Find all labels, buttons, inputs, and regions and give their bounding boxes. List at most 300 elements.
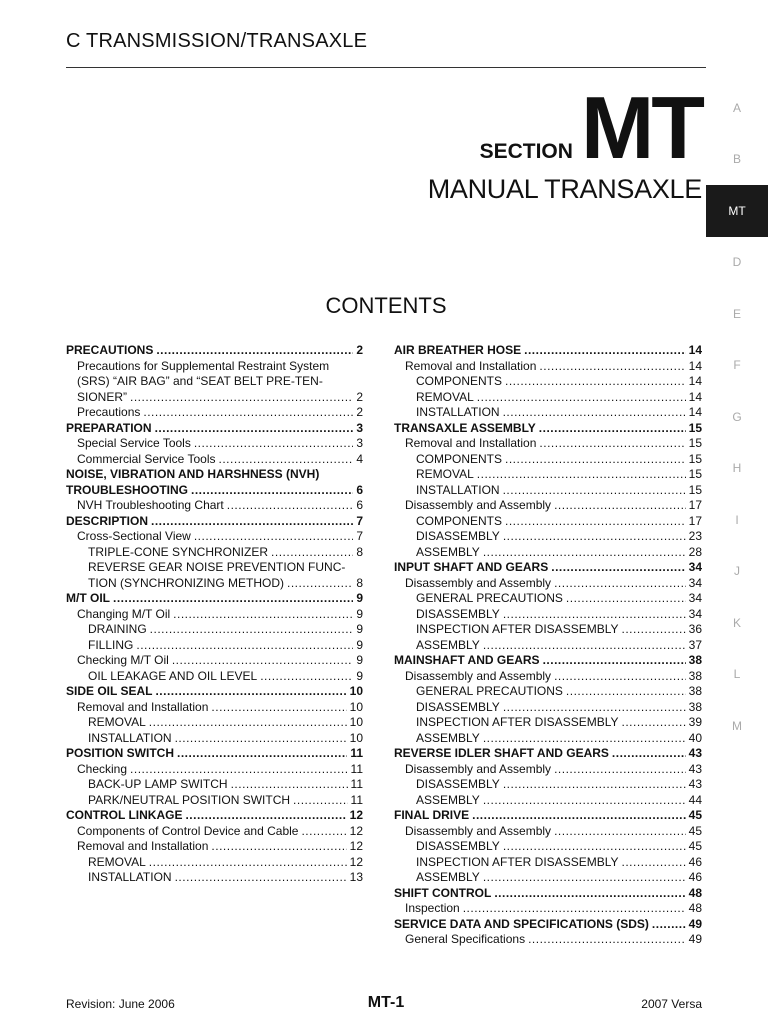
toc-entry-label: SIDE OIL SEAL xyxy=(66,684,153,698)
toc-entry[interactable] xyxy=(394,483,702,499)
toc-leader-dots xyxy=(622,715,686,731)
toc-leader-dots xyxy=(175,731,347,747)
toc-entry-page: 48 xyxy=(688,885,702,900)
toc-entry-label: INSPECTION AFTER DISASSEMBLY xyxy=(416,715,619,729)
toc-entry-page: 15 xyxy=(688,436,702,450)
toc-entry[interactable] xyxy=(66,808,363,824)
toc-entry-label: Disassembly and Assembly xyxy=(405,823,552,838)
toc-entry-page: 3 xyxy=(356,436,363,450)
toc-entry-label: Special Service Tools xyxy=(77,436,191,450)
toc-entry-label: INSPECTION AFTER DISASSEMBLY xyxy=(416,854,619,869)
toc-entry-page: 38 xyxy=(688,653,702,667)
toc-entry[interactable] xyxy=(394,839,702,855)
toc-leader-dots xyxy=(503,483,686,499)
toc-entry[interactable] xyxy=(394,405,702,421)
toc-entry-label: PRECAUTIONS xyxy=(66,343,154,357)
toc-entry[interactable] xyxy=(66,343,363,359)
toc-entry-page: 49 xyxy=(688,916,702,931)
toc-entry-label: Changing M/T Oil xyxy=(77,606,171,621)
toc-entry[interactable] xyxy=(66,436,363,452)
toc-entry-label: TRIPLE-CONE SYNCHRONIZER xyxy=(88,544,269,559)
toc-leader-dots xyxy=(156,343,353,359)
side-index-tab-h[interactable]: H xyxy=(732,461,742,476)
toc-leader-dots xyxy=(149,855,347,871)
toc-entry-label: SHIFT CONTROL xyxy=(394,885,492,900)
toc-entry-page: 6 xyxy=(356,482,363,497)
toc-entry-page: 43 xyxy=(688,777,702,791)
toc-entry[interactable] xyxy=(394,622,702,638)
group-heading: C TRANSMISSION/TRANSAXLE xyxy=(66,30,368,52)
toc-leader-dots xyxy=(554,576,686,592)
toc-entry[interactable] xyxy=(394,514,702,530)
toc-entry-label: REMOVAL xyxy=(416,467,474,481)
toc-entry[interactable] xyxy=(394,374,702,390)
toc-entry[interactable] xyxy=(66,576,363,592)
toc-entry[interactable] xyxy=(394,467,702,483)
toc-entry-page: 44 xyxy=(688,792,702,807)
toc-leader-dots xyxy=(566,684,686,700)
toc-entry-label: GENERAL PRECAUTIONS xyxy=(416,684,563,698)
toc-leader-dots xyxy=(539,359,685,375)
toc-entry-label: TROUBLESHOOTING xyxy=(66,482,188,497)
toc-entry-label: INSTALLATION xyxy=(416,405,500,419)
toc-entry[interactable] xyxy=(394,638,702,654)
toc-entry-page: 43 xyxy=(688,746,702,760)
toc-leader-dots xyxy=(566,591,686,607)
toc-entry-label: (SRS) “AIR BAG” and “SEAT BELT PRE-TEN- xyxy=(77,374,323,388)
toc-leader-dots xyxy=(191,483,353,499)
side-index-tab-k[interactable]: K xyxy=(732,615,741,630)
toc-entry[interactable] xyxy=(66,359,363,375)
toc-leader-dots xyxy=(175,870,347,886)
toc-entry[interactable] xyxy=(66,591,363,607)
toc-entry-page: 38 xyxy=(688,684,702,698)
toc-leader-dots xyxy=(554,669,686,685)
toc-entry[interactable] xyxy=(66,560,363,576)
toc-entry[interactable] xyxy=(66,669,363,685)
side-index-tab-a[interactable]: A xyxy=(732,100,741,115)
toc-entry-page: 9 xyxy=(356,668,363,683)
toc-leader-dots xyxy=(149,715,347,731)
toc-entry[interactable] xyxy=(66,700,363,716)
toc-leader-dots xyxy=(287,576,353,592)
toc-entry-label: MAINSHAFT AND GEARS xyxy=(394,653,540,667)
toc-entry[interactable] xyxy=(394,343,702,359)
toc-entry-page: 37 xyxy=(688,637,702,652)
toc-entry-page: 9 xyxy=(356,622,363,636)
toc-leader-dots xyxy=(463,901,686,917)
toc-entry-page: 46 xyxy=(688,870,702,884)
toc-entry-page: 17 xyxy=(688,498,702,512)
toc-entry-label: ASSEMBLY xyxy=(416,544,480,559)
toc-leader-dots xyxy=(612,746,686,762)
toc-entry-label: ASSEMBLY xyxy=(416,870,480,884)
toc-entry[interactable] xyxy=(66,622,363,638)
toc-entry[interactable] xyxy=(66,839,363,855)
toc-entry[interactable] xyxy=(394,436,702,452)
toc-entry-label: POSITION SWITCH xyxy=(66,746,174,760)
toc-entry-page: 11 xyxy=(350,792,363,807)
toc-entry[interactable] xyxy=(394,762,702,778)
toc-entry-page: 14 xyxy=(688,405,702,419)
toc-entry[interactable] xyxy=(394,700,702,716)
toc-entry[interactable] xyxy=(66,607,363,623)
toc-leader-dots xyxy=(472,808,686,824)
toc-entry-label: BACK-UP LAMP SWITCH xyxy=(88,777,228,791)
toc-entry-page: 11 xyxy=(350,777,363,791)
header-rule xyxy=(66,67,706,68)
toc-entry-page: 2 xyxy=(356,405,363,419)
toc-entry-label: DISASSEMBLY xyxy=(416,529,500,543)
toc-entry[interactable] xyxy=(394,855,702,871)
toc-entry[interactable] xyxy=(394,591,702,607)
toc-entry-page: 13 xyxy=(349,870,363,884)
section-word: SECTION xyxy=(479,140,573,163)
toc-leader-dots xyxy=(503,529,686,545)
footer-revision: Revision: June 2006 xyxy=(66,997,175,1011)
toc-entry-page: 43 xyxy=(688,761,702,776)
toc-left-column xyxy=(66,343,363,886)
toc-leader-dots xyxy=(543,653,686,669)
toc-entry-label: ASSEMBLY xyxy=(416,637,480,652)
toc-entry-label: General Specifications xyxy=(405,932,526,946)
toc-entry-label: Removal and Installation xyxy=(405,358,537,373)
toc-entry-page: 3 xyxy=(356,420,363,435)
toc-leader-dots xyxy=(231,777,348,793)
toc-entry-page: 48 xyxy=(688,901,702,915)
toc-entry-label: Precautions for Supplemental Restraint System xyxy=(77,358,330,373)
toc-entry-label: NOISE, VIBRATION AND HARSHNESS (NVH) xyxy=(66,467,320,481)
toc-leader-dots xyxy=(483,731,686,747)
toc-entry-label: Precautions xyxy=(77,405,141,419)
toc-entry[interactable] xyxy=(394,932,702,948)
toc-leader-dots xyxy=(113,591,353,607)
toc-leader-dots xyxy=(301,824,346,840)
toc-entry[interactable] xyxy=(394,390,702,406)
toc-entry-page: 14 xyxy=(688,389,702,404)
toc-leader-dots xyxy=(211,700,346,716)
toc-entry[interactable] xyxy=(394,545,702,561)
toc-leader-dots xyxy=(503,700,686,716)
toc-entry[interactable] xyxy=(66,529,363,545)
toc-entry[interactable] xyxy=(66,421,363,437)
toc-right-column xyxy=(394,343,702,948)
toc-entry[interactable] xyxy=(394,746,702,762)
toc-entry-label: Removal and Installation xyxy=(405,436,537,450)
toc-leader-dots xyxy=(293,793,348,809)
toc-entry[interactable] xyxy=(66,405,363,421)
side-index-tab-i[interactable]: I xyxy=(735,512,739,527)
toc-entry-page: 15 xyxy=(688,420,702,435)
side-index-tab-f[interactable]: F xyxy=(733,358,741,373)
toc-entry[interactable] xyxy=(394,359,702,375)
toc-entry-page: 7 xyxy=(356,529,363,543)
toc-entry-label: DISASSEMBLY xyxy=(416,777,500,791)
toc-leader-dots xyxy=(483,545,686,561)
toc-entry-page: 38 xyxy=(688,668,702,683)
toc-leader-dots xyxy=(173,607,353,623)
toc-entry-label: PREPARATION xyxy=(66,420,152,435)
toc-entry[interactable] xyxy=(66,793,363,809)
toc-entry-label: INSPECTION AFTER DISASSEMBLY xyxy=(416,622,619,636)
toc-leader-dots xyxy=(503,405,686,421)
toc-entry-label: REMOVAL xyxy=(88,715,146,729)
section-line xyxy=(428,78,702,177)
toc-entry-page: 11 xyxy=(350,761,363,776)
toc-entry-label: Checking M/T Oil xyxy=(77,653,169,667)
toc-entry[interactable] xyxy=(394,653,702,669)
section-title-block xyxy=(427,78,702,205)
toc-entry[interactable] xyxy=(394,560,702,576)
toc-entry[interactable] xyxy=(394,529,702,545)
toc-leader-dots xyxy=(172,653,354,669)
toc-leader-dots xyxy=(554,762,686,778)
side-index-tab-e[interactable]: E xyxy=(732,306,741,321)
toc-leader-dots xyxy=(151,514,353,530)
toc-leader-dots xyxy=(177,746,347,762)
toc-leader-dots xyxy=(524,343,686,359)
toc-entry-label: Disassembly and Assembly xyxy=(405,575,552,590)
toc-leader-dots xyxy=(477,390,686,406)
toc-entry-label: Removal and Installation xyxy=(77,699,209,714)
toc-leader-dots xyxy=(528,932,686,948)
toc-entry-label: Disassembly and Assembly xyxy=(405,668,552,683)
toc-entry-page: 10 xyxy=(349,730,363,745)
toc-entry-page: 23 xyxy=(688,529,702,543)
toc-entry-page: 12 xyxy=(349,854,363,869)
side-index-tab-b[interactable]: B xyxy=(732,152,741,167)
toc-entry[interactable] xyxy=(66,777,363,793)
toc-entry[interactable] xyxy=(394,901,702,917)
toc-leader-dots xyxy=(505,452,686,468)
toc-entry-page: 14 xyxy=(688,343,702,357)
toc-leader-dots xyxy=(155,684,346,700)
side-index-tab-mt[interactable]: MT xyxy=(706,185,768,237)
toc-entry-page: 38 xyxy=(688,699,702,714)
toc-entry[interactable] xyxy=(394,808,702,824)
toc-leader-dots xyxy=(155,421,354,437)
toc-entry-label: Commercial Service Tools xyxy=(77,451,216,466)
toc-entry-label: Disassembly and Assembly xyxy=(405,761,552,776)
toc-entry-page: 2 xyxy=(356,389,363,404)
footer-model: 2007 Versa xyxy=(641,997,702,1011)
toc-entry-label: DRAINING xyxy=(88,622,147,636)
toc-entry[interactable] xyxy=(66,498,363,514)
toc-entry[interactable] xyxy=(394,498,702,514)
toc-entry[interactable] xyxy=(394,607,702,623)
toc-entry-label: PARK/NEUTRAL POSITION SWITCH xyxy=(88,792,291,807)
toc-entry-page: 12 xyxy=(349,823,363,838)
side-index-tabs xyxy=(706,82,768,752)
toc-entry[interactable] xyxy=(394,576,702,592)
side-index-tab-j[interactable]: J xyxy=(734,564,740,579)
toc-leader-dots xyxy=(219,452,354,468)
toc-entry-page: 9 xyxy=(356,653,363,667)
contents-title: CONTENTS xyxy=(325,293,447,318)
toc-entry[interactable] xyxy=(66,870,363,886)
toc-leader-dots xyxy=(483,793,686,809)
toc-entry[interactable] xyxy=(394,669,702,685)
toc-entry[interactable] xyxy=(66,545,363,561)
toc-leader-dots xyxy=(494,886,685,902)
toc-entry[interactable] xyxy=(394,731,702,747)
toc-entry[interactable] xyxy=(66,855,363,871)
toc-leader-dots xyxy=(551,560,685,576)
toc-entry-page: 40 xyxy=(688,730,702,745)
toc-entry-page: 45 xyxy=(688,823,702,838)
toc-entry[interactable] xyxy=(394,870,702,886)
toc-entry-label: DISASSEMBLY xyxy=(416,606,500,621)
toc-entry-page: 46 xyxy=(688,854,702,869)
toc-entry[interactable] xyxy=(66,653,363,669)
toc-entry-label: INSTALLATION xyxy=(88,870,172,884)
toc-leader-dots xyxy=(539,421,686,437)
section-title: MANUAL TRANSAXLE xyxy=(427,174,702,204)
toc-entry-page: 34 xyxy=(688,606,702,621)
side-index-tab-g[interactable]: G xyxy=(732,409,742,424)
toc-entry-label: INSTALLATION xyxy=(416,482,500,497)
toc-entry-page: 17 xyxy=(688,513,702,528)
toc-entry-page: 9 xyxy=(356,606,363,621)
toc-leader-dots xyxy=(539,436,685,452)
toc-entry-page: 34 xyxy=(688,575,702,590)
toc-entry[interactable] xyxy=(66,374,363,390)
toc-entry-label: FILLING xyxy=(88,637,134,652)
toc-entry-page: 15 xyxy=(688,451,702,466)
toc-entry-label: REVERSE GEAR NOISE PREVENTION FUNC- xyxy=(88,560,346,574)
toc-entry[interactable] xyxy=(66,715,363,731)
toc-entry-label: COMPONENTS xyxy=(416,374,503,388)
toc-entry[interactable] xyxy=(66,731,363,747)
toc-entry[interactable] xyxy=(66,390,363,406)
toc-entry-page: 39 xyxy=(688,715,702,729)
toc-entry[interactable] xyxy=(394,684,702,700)
toc-entry[interactable] xyxy=(66,452,363,468)
toc-entry-page: 10 xyxy=(349,684,363,698)
toc-entry[interactable] xyxy=(66,514,363,530)
toc-entry-page: 8 xyxy=(356,575,363,590)
toc-leader-dots xyxy=(130,390,353,406)
toc-entry-label: COMPONENTS xyxy=(416,513,503,528)
toc-entry-label: REMOVAL xyxy=(88,854,146,869)
toc-leader-dots xyxy=(622,622,686,638)
toc-entry[interactable] xyxy=(66,824,363,840)
toc-leader-dots xyxy=(194,529,353,545)
toc-entry-page: 12 xyxy=(349,808,363,822)
toc-entry-label: GENERAL PRECAUTIONS xyxy=(416,591,563,605)
toc-entry-page: 14 xyxy=(688,374,702,388)
toc-leader-dots xyxy=(503,607,686,623)
toc-entry-page: 10 xyxy=(349,699,363,714)
toc-entry-label: REVERSE IDLER SHAFT AND GEARS xyxy=(394,746,609,760)
toc-entry[interactable] xyxy=(394,886,702,902)
toc-entry-label: TRANSAXLE ASSEMBLY xyxy=(394,420,536,435)
toc-entry-page: 7 xyxy=(356,513,363,528)
toc-leader-dots xyxy=(136,638,353,654)
toc-leader-dots xyxy=(505,374,686,390)
toc-leader-dots xyxy=(483,638,686,654)
toc-leader-dots xyxy=(143,405,353,421)
toc-entry-page: 45 xyxy=(688,839,702,853)
toc-entry-page: 45 xyxy=(688,808,702,822)
toc-entry-label: SIONER” xyxy=(77,389,128,404)
toc-entry[interactable] xyxy=(394,715,702,731)
toc-entry-label: DESCRIPTION xyxy=(66,513,149,528)
toc-entry-label: OIL LEAKAGE AND OIL LEVEL xyxy=(88,668,258,683)
toc-entry[interactable] xyxy=(66,762,363,778)
toc-entry-page: 14 xyxy=(688,358,702,373)
toc-entry[interactable] xyxy=(66,746,363,762)
toc-entry-label: Cross-Sectional View xyxy=(77,529,191,543)
toc-entry-label: NVH Troubleshooting Chart xyxy=(77,498,224,512)
toc-leader-dots xyxy=(227,498,354,514)
toc-entry-label: CONTROL LINKAGE xyxy=(66,808,183,822)
toc-entry-page: 34 xyxy=(688,560,702,574)
toc-entry-label: DISASSEMBLY xyxy=(416,699,500,714)
toc-entry[interactable] xyxy=(394,793,702,809)
toc-entry-page: 8 xyxy=(356,544,363,559)
toc-leader-dots xyxy=(503,839,686,855)
toc-entry-label: M/T OIL xyxy=(66,591,110,605)
toc-leader-dots xyxy=(554,824,686,840)
footer-page-code: MT-1 xyxy=(367,994,405,1011)
toc-entry-page: 15 xyxy=(688,467,702,481)
toc-entry-page: 11 xyxy=(350,746,363,760)
toc-entry-label: ASSEMBLY xyxy=(416,792,480,807)
toc-entry-page: 12 xyxy=(349,839,363,853)
toc-leader-dots xyxy=(554,498,686,514)
toc-entry-label: FINAL DRIVE xyxy=(394,808,470,822)
toc-entry-label: Checking xyxy=(77,761,128,776)
toc-entry-label: Removal and Installation xyxy=(77,839,209,853)
toc-entry-page: 28 xyxy=(688,544,702,559)
side-index-tab-m[interactable]: M xyxy=(732,718,742,733)
toc-leader-dots xyxy=(622,855,686,871)
toc-entry-label: INPUT SHAFT AND GEARS xyxy=(394,560,549,574)
toc-leader-dots xyxy=(271,545,353,561)
toc-entry-page: 10 xyxy=(349,715,363,729)
side-index-tab-l[interactable]: L xyxy=(733,667,741,682)
toc-entry-page: 9 xyxy=(356,591,363,605)
toc-leader-dots xyxy=(483,870,686,886)
toc-entry-page: 2 xyxy=(356,343,363,357)
toc-entry[interactable] xyxy=(66,467,363,483)
toc-entry-label: Components of Control Device and Cable xyxy=(77,823,299,838)
toc-entry[interactable] xyxy=(394,777,702,793)
toc-leader-dots xyxy=(505,514,686,530)
toc-entry[interactable] xyxy=(394,917,702,933)
toc-leader-dots xyxy=(260,669,353,685)
toc-entry[interactable] xyxy=(394,421,702,437)
side-index-tab-d[interactable]: D xyxy=(732,255,742,270)
toc-leader-dots xyxy=(185,808,346,824)
toc-entry-label: INSTALLATION xyxy=(88,730,172,745)
toc-entry-page: 6 xyxy=(356,498,363,512)
toc-entry-page: 34 xyxy=(688,591,702,605)
toc-entry[interactable] xyxy=(66,684,363,700)
toc-entry-page: 36 xyxy=(688,622,702,636)
toc-leader-dots xyxy=(477,467,686,483)
toc-entry-page: 9 xyxy=(356,637,363,652)
toc-leader-dots xyxy=(130,762,348,778)
toc-entry[interactable] xyxy=(66,638,363,654)
toc-leader-dots xyxy=(150,622,354,638)
toc-entry[interactable] xyxy=(66,483,363,499)
toc-entry[interactable] xyxy=(394,824,702,840)
toc-entry[interactable] xyxy=(394,452,702,468)
toc-entry-label: Inspection xyxy=(405,901,460,915)
toc-entry-page: 49 xyxy=(688,932,702,946)
